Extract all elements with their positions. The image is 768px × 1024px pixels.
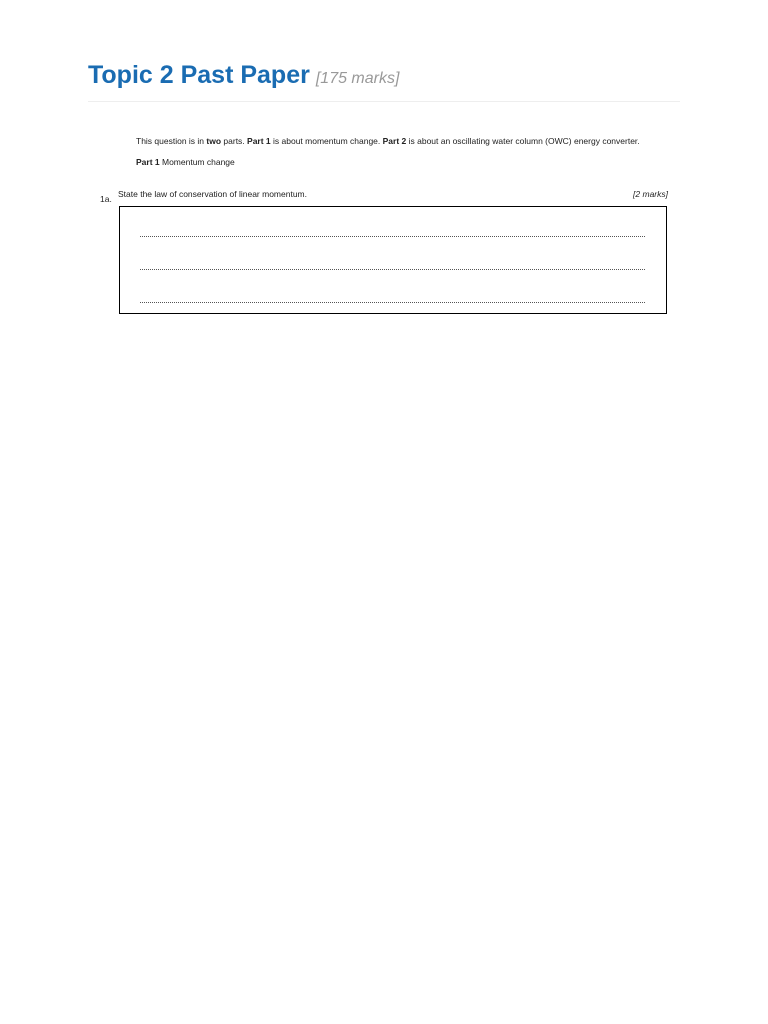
title-divider (88, 101, 680, 102)
part-label: Part 1 (136, 157, 160, 167)
question-number: 1a. (100, 194, 112, 204)
answer-line (140, 302, 645, 303)
intro-bold-two: two (206, 136, 222, 146)
page-title (88, 58, 399, 96)
answer-line (140, 269, 645, 270)
intro-text-4: is about an oscillating water column (OWC) energy converter. (406, 136, 640, 146)
intro-text-1: This question is in (136, 136, 207, 146)
answer-box[interactable] (119, 206, 667, 314)
question-intro (136, 135, 696, 147)
page-title-text: Topic 2 Past Paper (88, 61, 310, 89)
question-text: State the law of conservation of linear momentum. (118, 189, 307, 199)
intro-text-2: parts. (221, 136, 248, 146)
part-title: Momentum change (159, 157, 235, 167)
answer-line (140, 236, 645, 237)
total-marks: [175 marks] (315, 70, 400, 87)
intro-text-3: is about momentum change. (270, 136, 383, 146)
question-marks: [2 marks] (633, 189, 668, 199)
intro-bold-part-2: Part 2 (382, 136, 407, 146)
part-heading (136, 156, 235, 168)
intro-bold-part-1: Part 1 (247, 136, 271, 146)
